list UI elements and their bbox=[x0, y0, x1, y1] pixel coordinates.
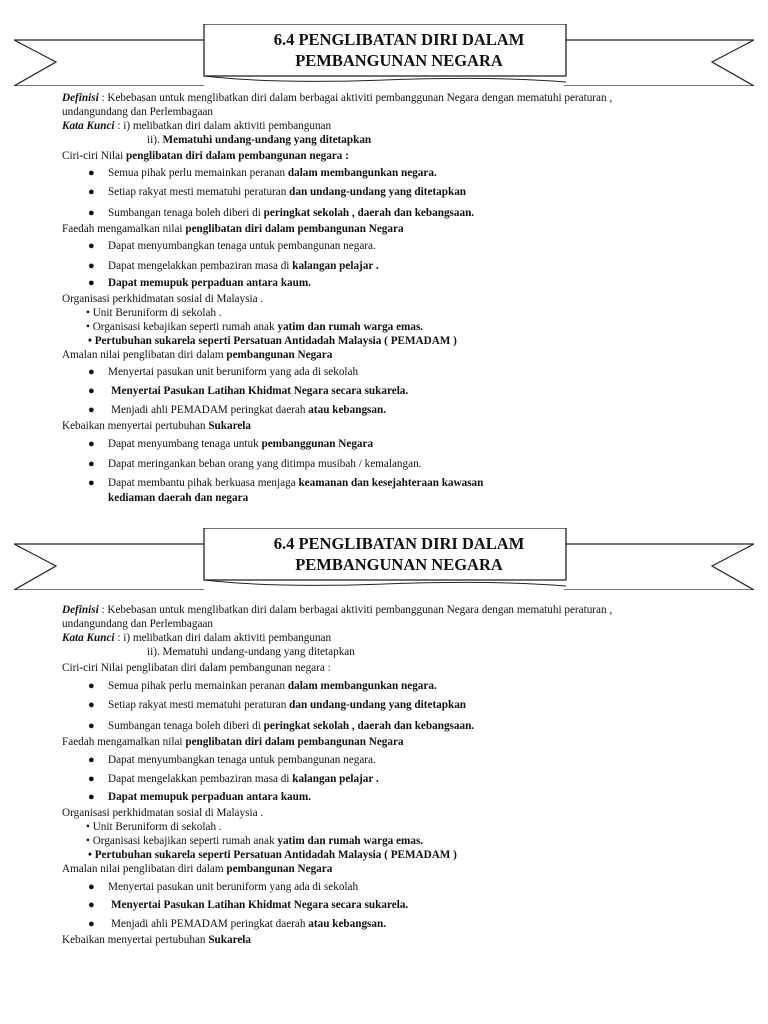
bullet-dot: ● bbox=[88, 458, 95, 470]
title-line-2: PEMBANGUNAN NEGARA bbox=[295, 51, 503, 70]
amalan-heading: Amalan nilai penglibatan diri dalam pembangunan Negara bbox=[62, 349, 333, 361]
list-item: Menyertai pasukan unit beruniform yang ada di sekolah bbox=[108, 366, 359, 378]
bullet-dot: ● bbox=[88, 366, 95, 378]
title-line-1: 6.4 PENGLIBATAN DIRI DALAM bbox=[273, 30, 525, 49]
list-item: Menjadi ahli PEMADAM peringkat daerah atau kebangsan. bbox=[111, 918, 387, 930]
list-item: Menyertai Pasukan Latihan Khidmat Negara secara sukarela. bbox=[111, 385, 409, 397]
bullet-dot: ● bbox=[88, 404, 95, 416]
bullet-dot: ● bbox=[88, 438, 95, 450]
list-item: Setiap rakyat mesti mematuhi peraturan dan undang-undang yang ditetapkan bbox=[108, 699, 467, 711]
list-item: Dapat mengelakkan pembaziran masa di kalangan pelajar . bbox=[108, 773, 379, 785]
list-item: Dapat meringankan beban orang yang ditimpa musibah / kemalangan. bbox=[108, 458, 422, 470]
list-item: Dapat memupuk perpaduan antara kaum. bbox=[108, 791, 311, 803]
list-item: Dapat mengelakkan pembaziran masa di kalangan pelajar . bbox=[108, 260, 379, 272]
bullet-dot: ● bbox=[88, 207, 95, 219]
bullet-dot: ● bbox=[88, 260, 95, 272]
organisasi-heading: Organisasi perkhidmatan sosial di Malaysia . bbox=[62, 293, 264, 305]
kebaikan-heading: Kebaikan menyertai pertubuhan Sukarela bbox=[62, 934, 252, 946]
list-item: • Unit Beruniform di sekolah . bbox=[86, 307, 222, 319]
bullet-dot: ● bbox=[88, 699, 95, 711]
amalan-heading: Amalan nilai penglibatan diri dalam pembangunan Negara bbox=[62, 863, 333, 875]
list-item: Setiap rakyat mesti mematuhi peraturan dan undang-undang yang ditetapkan bbox=[108, 186, 467, 198]
kebaikan-heading: Kebaikan menyertai pertubuhan Sukarela bbox=[62, 420, 252, 432]
list-item: Semua pihak perlu memainkan peranan dalam membangunkan negara. bbox=[108, 167, 437, 179]
bullet-dot: ● bbox=[88, 240, 95, 252]
section-title bbox=[218, 528, 580, 580]
organisasi-heading: Organisasi perkhidmatan sosial di Malaysia . bbox=[62, 807, 264, 819]
list-item: • Pertubuhan sukarela seperti Persatuan Antidadah Malaysia ( PEMADAM ) bbox=[88, 335, 457, 347]
bullet-dot: ● bbox=[88, 773, 95, 785]
ciri-heading: Ciri-ciri Nilai penglibatan diri dalam pembangunan negara : bbox=[62, 662, 331, 674]
bullet-dot: ● bbox=[88, 918, 95, 930]
bullet-dot: ● bbox=[88, 385, 95, 397]
definisi-line: Definisi : Kebebasan untuk menglibatkan diri dalam berbagai aktiviti pembanggunan Negara dengan mematuhi peraturan , bbox=[62, 604, 613, 616]
definisi-line: Definisi : Kebebasan untuk menglibatkan diri dalam berbagai aktiviti pembanggunan Negara dengan mematuhi peraturan , bbox=[62, 92, 613, 104]
bullet-dot: ● bbox=[88, 167, 95, 179]
bullet-dot: ● bbox=[88, 477, 95, 489]
kata-kunci-line: Kata Kunci : i) melibatkan diri dalam aktiviti pembangunan bbox=[62, 120, 332, 132]
title-banner-1 bbox=[14, 24, 754, 86]
list-item: • Organisasi kebajikan seperti rumah anak yatim dan rumah warga emas. bbox=[86, 321, 424, 333]
list-item: Dapat membantu pihak berkuasa menjaga keamanan dan kesejahteraan kawasan bbox=[108, 477, 484, 489]
list-item: • Organisasi kebajikan seperti rumah anak yatim dan rumah warga emas. bbox=[86, 835, 424, 847]
bullet-dot: ● bbox=[88, 680, 95, 692]
list-item: Menyertai pasukan unit beruniform yang ada di sekolah bbox=[108, 881, 359, 893]
list-item: • Unit Beruniform di sekolah . bbox=[86, 821, 222, 833]
bullet-dot: ● bbox=[88, 720, 95, 732]
bullet-dot: ● bbox=[88, 754, 95, 766]
kata-kunci-line-2: ii). Mematuhi undang-undang yang ditetapkan bbox=[147, 646, 355, 658]
title-banner-2 bbox=[14, 528, 754, 590]
ciri-heading: Ciri-ciri Nilai penglibatan diri dalam pembangunan negara : bbox=[62, 150, 349, 162]
bullet-dot: ● bbox=[88, 277, 95, 289]
list-item-continued: kediaman daerah dan negara bbox=[108, 492, 249, 504]
bullet-dot: ● bbox=[88, 899, 95, 911]
kata-kunci-line: Kata Kunci : i) melibatkan diri dalam aktiviti pembangunan bbox=[62, 632, 332, 644]
list-item: Menyertai Pasukan Latihan Khidmat Negara secara sukarela. bbox=[111, 899, 409, 911]
list-item: Menjadi ahli PEMADAM peringkat daerah atau kebangsan. bbox=[111, 404, 387, 416]
kata-kunci-line-2: ii). Mematuhi undang-undang yang ditetapkan bbox=[147, 134, 372, 146]
title-line-1: 6.4 PENGLIBATAN DIRI DALAM bbox=[273, 534, 525, 553]
list-item: Sumbangan tenaga boleh diberi di peringkat sekolah , daerah dan kebangsaan. bbox=[108, 207, 475, 219]
list-item: Dapat menyumbangkan tenaga untuk pembangunan negara. bbox=[108, 240, 376, 252]
bullet-dot: ● bbox=[88, 881, 95, 893]
list-item: Sumbangan tenaga boleh diberi di peringkat sekolah , daerah dan kebangsaan. bbox=[108, 720, 475, 732]
definisi-line-2: undangundang dan Perlembagaan bbox=[62, 106, 213, 118]
bullet-dot: ● bbox=[88, 791, 95, 803]
list-item: Dapat memupuk perpaduan antara kaum. bbox=[108, 277, 311, 289]
list-item: • Pertubuhan sukarela seperti Persatuan Antidadah Malaysia ( PEMADAM ) bbox=[88, 849, 457, 861]
faedah-heading: Faedah mengamalkan nilai penglibatan diri dalam pembangunan Negara bbox=[62, 736, 404, 748]
list-item: Semua pihak perlu memainkan peranan dalam membangunkan negara. bbox=[108, 680, 437, 692]
title-line-2: PEMBANGUNAN NEGARA bbox=[295, 555, 503, 574]
list-item: Dapat menyumbangkan tenaga untuk pembangunan negara. bbox=[108, 754, 376, 766]
section-title bbox=[218, 24, 580, 76]
faedah-heading: Faedah mengamalkan nilai penglibatan diri dalam pembangunan Negara bbox=[62, 223, 404, 235]
list-item: Dapat menyumbang tenaga untuk pembanggunan Negara bbox=[108, 438, 374, 450]
bullet-dot: ● bbox=[88, 186, 95, 198]
definisi-line-2: undangundang dan Perlembagaan bbox=[62, 618, 213, 630]
